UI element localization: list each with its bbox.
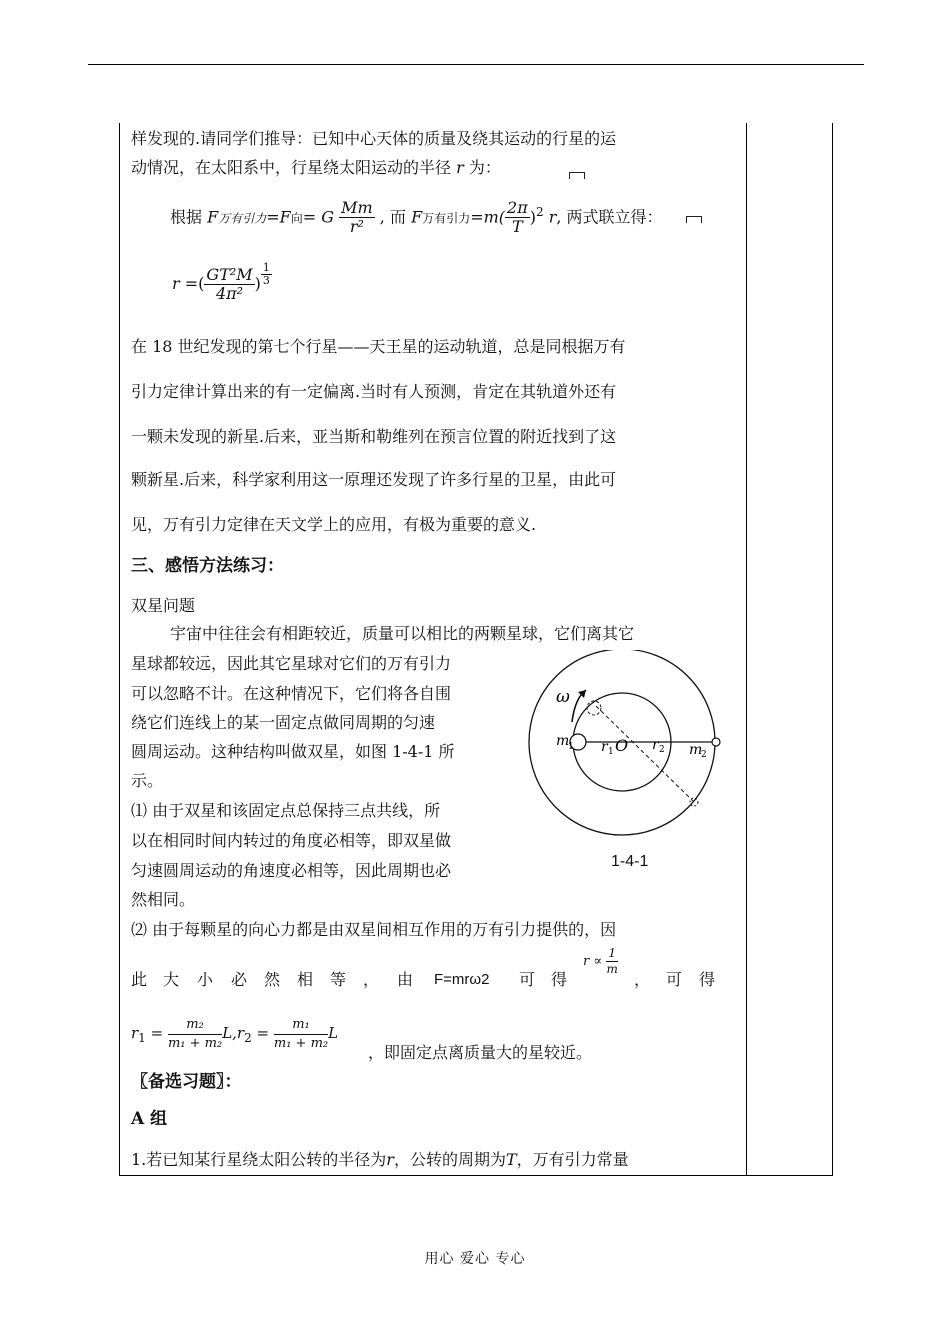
eq1-sub: 万有引力 (218, 211, 267, 226)
equation-gravity-centripetal (170, 192, 663, 238)
spread-char-9: 由 (397, 970, 414, 989)
eq3-L1: L, (222, 1024, 237, 1042)
eq3-L2: L (328, 1024, 339, 1042)
binary-star-title: 双星问题 (131, 596, 196, 615)
eq1-eq2: = (302, 207, 317, 227)
q1-c: ，万有引力常量 (516, 1150, 629, 1169)
eq3-eq: = (150, 1024, 164, 1042)
eq1-sub2: 向 (290, 211, 303, 226)
eq2-eq: =( (184, 274, 205, 293)
header-rule (88, 64, 864, 65)
eq2-den: 4π² (215, 284, 244, 303)
binary-line-8: 以在相同时间内转过的角度必相等，即双星做 (131, 831, 452, 850)
edit-mark-2 (686, 216, 702, 223)
spread-char-1: 此 (131, 970, 148, 989)
para2-line1: 在 18 世纪发现的第七个行星——天王星的运动轨道，总是同根据万有 (131, 337, 626, 356)
eq1-m: m( (483, 207, 506, 227)
equation-radius (172, 262, 272, 306)
label-m2: m (689, 742, 703, 758)
q1-a: 1.若已知某行星绕太阳公转的半径为 (131, 1150, 387, 1169)
var-r: r (456, 158, 464, 177)
page-footer: 用心 爱心 专心 (424, 1251, 526, 1267)
para2-line5: 见，万有引力定律在天文学上的应用，有极为重要的意义. (131, 515, 537, 534)
eq1-G: G (321, 207, 335, 227)
eq2-exp-num: 1 (262, 261, 270, 274)
proportion (583, 946, 618, 977)
eq1-sub3: 万有引力 (422, 211, 471, 226)
figure-caption: 1-4-1 (611, 853, 649, 870)
eq3-eq2: = (256, 1024, 270, 1042)
binary-line-7: ⑴ 由于双星和该固定点总保持三点共线，所 (131, 801, 441, 820)
para1-line2-tail: 为： (468, 158, 501, 177)
para2-line4: 颗新星.后来，科学家利用这一原理还发现了许多行星的卫星，由此可 (131, 470, 617, 489)
spread-de: 得 (551, 970, 568, 989)
eq3-d1: m₁ + m₂ (167, 1035, 223, 1051)
prop-r: r (583, 954, 590, 969)
spread-char-2: 大 (163, 970, 180, 989)
label-r2: r (652, 737, 659, 753)
spread-char-4: 必 (231, 970, 248, 989)
binary-star-figure (520, 650, 730, 850)
section-heading-3: 三、感悟方法练习： (131, 556, 284, 576)
label-O: O (615, 736, 629, 755)
binary-line-6: 示。 (131, 771, 164, 790)
spread-char-3: 小 (197, 970, 214, 989)
eq2-fraction (204, 266, 254, 303)
eq3-n1: m₂ (168, 1016, 222, 1035)
binary-line-10: 然相同。 (131, 890, 196, 909)
eq1-eq: = (266, 207, 280, 227)
label-m1-sub: 1 (568, 742, 574, 752)
eq2-close: ) (254, 274, 261, 293)
spread-de2: 得 (699, 970, 716, 989)
eq3-frac1 (168, 1016, 222, 1053)
prop-frac (606, 946, 618, 977)
spread-ke2: 可 (666, 970, 683, 989)
eq1-fraction (339, 199, 375, 236)
eq1-sq: 2 (535, 205, 544, 219)
label-m2-sub: 2 (701, 750, 707, 760)
eq3-d2: m₁ + m₂ (273, 1035, 329, 1051)
binary-line-1: 宇宙中往往会有相距较近，质量可以相比的两颗星球，它们离其它 (170, 624, 635, 643)
para1-line2 (131, 158, 501, 178)
eq1-close: ) (529, 207, 536, 227)
para1-line2-text: 动情况，在太阳系中，行星绕太阳运动的半径 (131, 158, 452, 177)
edit-mark (569, 172, 585, 179)
binary-line-3: 可以忽略不计。在这种情况下，它们将各自围 (131, 684, 452, 703)
eq3-n2: m₁ (274, 1016, 328, 1035)
eq3-s2: 2 (244, 1031, 252, 1045)
q1-r: r (386, 1150, 394, 1169)
eq1-fraction2 (505, 199, 530, 236)
eq3-tail: ，即固定点离质量大的星较近。 (368, 1043, 593, 1062)
question-1 (131, 1150, 629, 1170)
eq2-r: r (172, 274, 180, 293)
star-m2 (712, 738, 720, 746)
eq1-eq3: = (470, 207, 484, 227)
label-r2-sub: 2 (659, 745, 665, 755)
eq3-r1: r (131, 1024, 139, 1042)
binary-line-9: 匀速圆周运动的角速度必相等，因此周期也必 (131, 861, 452, 880)
equation-radii (131, 1010, 338, 1061)
label-r1-sub: 1 (608, 747, 614, 757)
label-omega: ω (556, 687, 570, 707)
q1-b: ，公转的周期为 (393, 1150, 506, 1169)
eq1-tail: , 两式联立得： (556, 207, 663, 227)
eq1-den: r² (349, 217, 364, 237)
eq1-mid: , 而 (379, 207, 406, 227)
spread-char-6: 相 (297, 970, 314, 989)
binary-line-4: 绕它们连线上的某一固定点做同周期的匀速 (131, 713, 436, 732)
eq1-F2: F (279, 207, 291, 227)
eq1-lead: 根据 (170, 207, 203, 227)
para2-line3: 一颗未发现的新星.后来，亚当斯和勒维列在预言位置的附近找到了这 (131, 427, 617, 446)
section-heading-extra: 〖备选习题〗： (131, 1072, 242, 1092)
label-r1: r (601, 739, 608, 755)
para1-line1: 样发现的.请同学们推导：已知中心天体的质量及绕其运动的行星的运 (131, 129, 617, 148)
eq1-num: Mm (341, 198, 373, 218)
binary-line-11: ⑵ 由于每颗星的向心力都是由双星间相互作用的万有引力提供的，因 (131, 920, 617, 939)
eq2-exp-den: 3 (262, 274, 270, 287)
eq2-num: GT²M (206, 265, 253, 284)
eq3-frac2 (274, 1016, 328, 1053)
para2-line2: 引力定律计算出来的有一定偏离.当时有人预测，肯定在其轨道外还有 (131, 382, 617, 401)
prop-den: m (606, 962, 618, 976)
eq3-s1: 1 (138, 1031, 146, 1045)
eq1-F: F (207, 207, 219, 227)
spread-char-7: 等 (330, 970, 347, 989)
spread-ke: 可 (519, 970, 536, 989)
spread-char-5: 然 (264, 970, 281, 989)
eq1-r: r (548, 207, 557, 227)
prop-symbol: ∝ (593, 954, 603, 969)
binary-line-5: 圆周运动。这种结构叫做双星，如图 1-4-1 所 (131, 742, 455, 761)
eq1-num2: 2π (507, 198, 528, 218)
spread-comma: ， (634, 970, 651, 989)
eq1-den2: T (512, 217, 523, 237)
spread-char-8: ， (363, 970, 380, 989)
group-a-heading: A 组 (131, 1109, 168, 1129)
table-column-divider (746, 123, 747, 1175)
prop-num: 1 (608, 946, 616, 960)
binary-line-2: 星球都较远，因此其它星球对它们的万有引力 (131, 654, 452, 673)
eq2-exponent (261, 262, 272, 287)
q1-T: T (505, 1150, 517, 1169)
star-m1-moved (587, 701, 601, 715)
label-m1: m (556, 733, 570, 749)
spread-formula: F=mrω2 (434, 971, 490, 988)
eq1-F3: F (411, 207, 423, 227)
eq3-r2: r (236, 1024, 245, 1042)
